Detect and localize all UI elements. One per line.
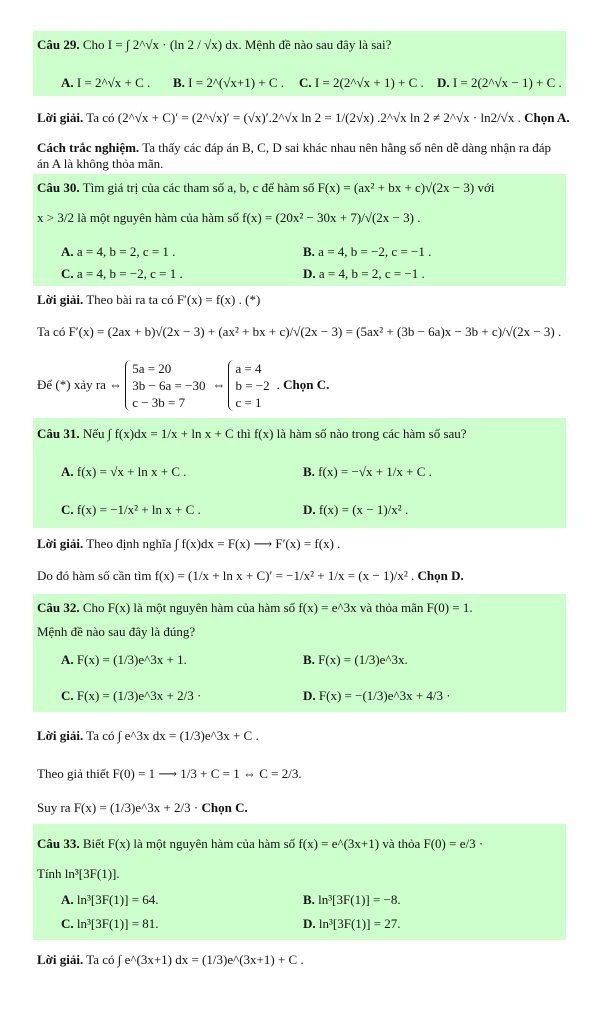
option-c: F(x) = (1/3)e^3x + 2/3 ·	[76, 688, 202, 703]
option-c: a = 4, b = −2, c = 1 .	[76, 266, 183, 281]
option-d: I = 2(2^√x − 1) + C .	[452, 75, 562, 90]
solution-answer: Chọn D.	[417, 568, 464, 583]
question-stem-2: Mệnh đề nào sau đây là đúng?	[37, 624, 196, 639]
solution-label: Lời giải.	[37, 536, 84, 551]
system-row: 5a = 20	[132, 360, 172, 376]
solution-label: Lời giải.	[37, 292, 84, 307]
solution-text: Ta có (2^√x + C)′ = (2^√x)′ = (√x)′.2^√x ln 2 = 1/(2√x) .2^√x ln 2 ≠ 2^√x · ln2/√x .	[86, 110, 521, 125]
option-a: f(x) = √x + ln x + C .	[76, 464, 187, 479]
option-b: a = 4, b = −2, c = −1 .	[318, 244, 432, 259]
question-29	[33, 31, 566, 96]
solution-text: Theo định nghĩa ∫ f(x)dx = F(x) ⟶ F′(x) = f(x) .	[86, 536, 341, 551]
solution-answer: Chọn C.	[283, 377, 330, 392]
question-stem-post: . Mệnh đề nào sau đây là sai?	[238, 37, 392, 52]
option-d: a = 4, b = 2, c = −1 .	[318, 266, 425, 281]
solution-29	[33, 102, 570, 174]
option-b: I = 2^(√x+1) + C .	[188, 75, 285, 90]
iff-symbol: ⇔	[212, 377, 226, 392]
question-title: Câu 33.	[37, 836, 80, 851]
option-c: f(x) = −1/x² + ln x + C .	[76, 502, 201, 517]
solution-label: Lời giải.	[37, 728, 84, 743]
option-b: f(x) = −√x + 1/x + C .	[318, 464, 432, 479]
option-a: ln³[3F(1)] = 64.	[76, 892, 159, 907]
solution-line-2: Ta có F′(x) = (2ax + b)√(2x − 3) + (ax² + bx + c)/√(2x − 3) = (5ax² + (3b − 6a)x − 3b + c)/√(2x − 3) .	[37, 324, 562, 339]
option-c: ln³[3F(1)] = 81.	[76, 916, 159, 931]
option-key: B.	[303, 464, 315, 479]
option-key: D.	[303, 688, 316, 703]
question-title: Câu 31.	[37, 426, 80, 441]
option-key: C.	[61, 266, 74, 281]
question-stem-pre: Cho	[82, 37, 105, 52]
question-stem: Tìm giá trị của các tham số a, b, c để hàm số F(x) = (ax² + bx + c)√(2x − 3) với	[82, 180, 495, 195]
system-row: 3b − 6a = −30	[132, 377, 206, 393]
question-stem: Biết F(x) là một nguyên hàm của hàm số f(x) = e^(3x+1) và thỏa F(0) = e/3 ·	[82, 836, 484, 851]
solution-line-2: Do đó hàm số cần tìm f(x) = (1/x + ln x + C)′ = −1/x² + 1/x = (x − 1)/x² .	[37, 568, 415, 583]
option-a: a = 4, b = 2, c = 1 .	[76, 244, 176, 259]
solution-answer: Chọn C.	[201, 800, 248, 815]
option-key: C.	[61, 916, 74, 931]
option-key: C.	[299, 75, 312, 90]
solution-answer: Chọn A.	[524, 110, 570, 125]
question-30	[33, 174, 566, 286]
option-key: A.	[61, 75, 74, 90]
solution-text: Ta có ∫ e^(3x+1) dx = (1/3)e^(3x+1) + C .	[86, 952, 304, 967]
option-key: B.	[173, 75, 185, 90]
option-d: ln³[3F(1)] = 27.	[318, 916, 401, 931]
option-key: A.	[61, 244, 74, 259]
option-b: ln³[3F(1)] = −8.	[318, 892, 401, 907]
solution-31	[33, 530, 566, 592]
option-key: D.	[303, 502, 316, 517]
option-a: F(x) = (1/3)e^3x + 1.	[76, 652, 187, 667]
system-row: b = −2	[235, 377, 270, 393]
question-title: Câu 32.	[37, 600, 80, 615]
option-key: A.	[61, 464, 74, 479]
question-title: Câu 30.	[37, 180, 80, 195]
solution-label: Lời giải.	[37, 110, 84, 125]
option-key: C.	[61, 688, 74, 703]
question-stem-2: Tính ln³[3F(1)].	[37, 866, 120, 881]
option-key: C.	[61, 502, 74, 517]
option-key: B.	[303, 892, 315, 907]
option-key: A.	[61, 652, 74, 667]
option-d: F(x) = −(1/3)e^3x + 4/3 ·	[318, 688, 451, 703]
solution-label: Lời giải.	[37, 952, 84, 967]
option-key: D.	[303, 266, 316, 281]
question-stem-formula: I = ∫ 2^√x · (ln 2 / √x) dx	[107, 37, 239, 52]
option-d: f(x) = (x − 1)/x² .	[318, 502, 409, 517]
solution-text: Ta có ∫ e^3x dx = (1/3)e^3x + C .	[86, 728, 259, 743]
solution-text: Theo bài ra ta có F′(x) = f(x) . (*)	[86, 292, 261, 307]
option-key: D.	[303, 916, 316, 931]
question-33	[33, 824, 566, 940]
solution-line-3: Để (*) xảy ra ⇔	[37, 377, 123, 392]
question-stem-2: x > 3/2 là một nguyên hàm của hàm số f(x) = (20x² − 30x + 7)/√(2x − 3) .	[37, 210, 421, 225]
trick-label: Cách trắc nghiệm.	[37, 140, 140, 155]
option-key: A.	[61, 892, 74, 907]
solution-33	[33, 942, 566, 982]
equation-system-1	[125, 360, 209, 411]
system-row: a = 4	[235, 360, 262, 376]
option-key: D.	[437, 75, 450, 90]
question-31	[33, 418, 566, 528]
option-b: F(x) = (1/3)e^3x.	[318, 652, 408, 667]
question-title: Câu 29.	[37, 37, 80, 52]
system-row: c − 3b = 7	[132, 394, 186, 410]
option-key: B.	[303, 244, 315, 259]
question-stem: Nếu ∫ f(x)dx = 1/x + ln x + C thì f(x) là hàm số nào trong các hàm số sau?	[82, 426, 467, 441]
equation-system-2	[228, 360, 273, 411]
option-a: I = 2^√x + C .	[76, 75, 151, 90]
question-stem: Cho F(x) là một nguyên hàm của hàm số f(x) = e^3x và thỏa mãn F(0) = 1.	[82, 600, 473, 615]
option-key: B.	[303, 652, 315, 667]
option-c: I = 2(2^√x + 1) + C .	[314, 75, 424, 90]
solution-30: Lời giải. Theo bài ra ta có F′(x) = f(x) . (*) Ta có F′(x) = (2ax + b)√(2x − 3) + (ax² + bx + c)/√(2x − 3) = (5ax² + (3b − 6a)x − 3b + c)/√(2x − 3) . Để (*) xảy ra ⇔ 5a = 20 3b − 6a = −30 c − 3b = 7 ⇔ a = 4 b = −2 c = 1 . Chọn C.	[37, 292, 562, 410]
solution-line-2: Theo giả thiết F(0) = 1 ⟶ 1/3 + C = 1 ⇔ C = 2/3.	[37, 766, 302, 781]
system-row: c = 1	[235, 394, 262, 410]
solution-32	[33, 714, 566, 822]
question-32	[33, 594, 566, 712]
solution-line-3: Suy ra F(x) = (1/3)e^3x + 2/3 ·	[37, 800, 199, 815]
trick-text: Ta thấy các đáp án B, C, D sai khác nhau nên hằng số nên dễ dàng nhận ra đáp án A là không thỏa mãn.	[37, 140, 552, 171]
